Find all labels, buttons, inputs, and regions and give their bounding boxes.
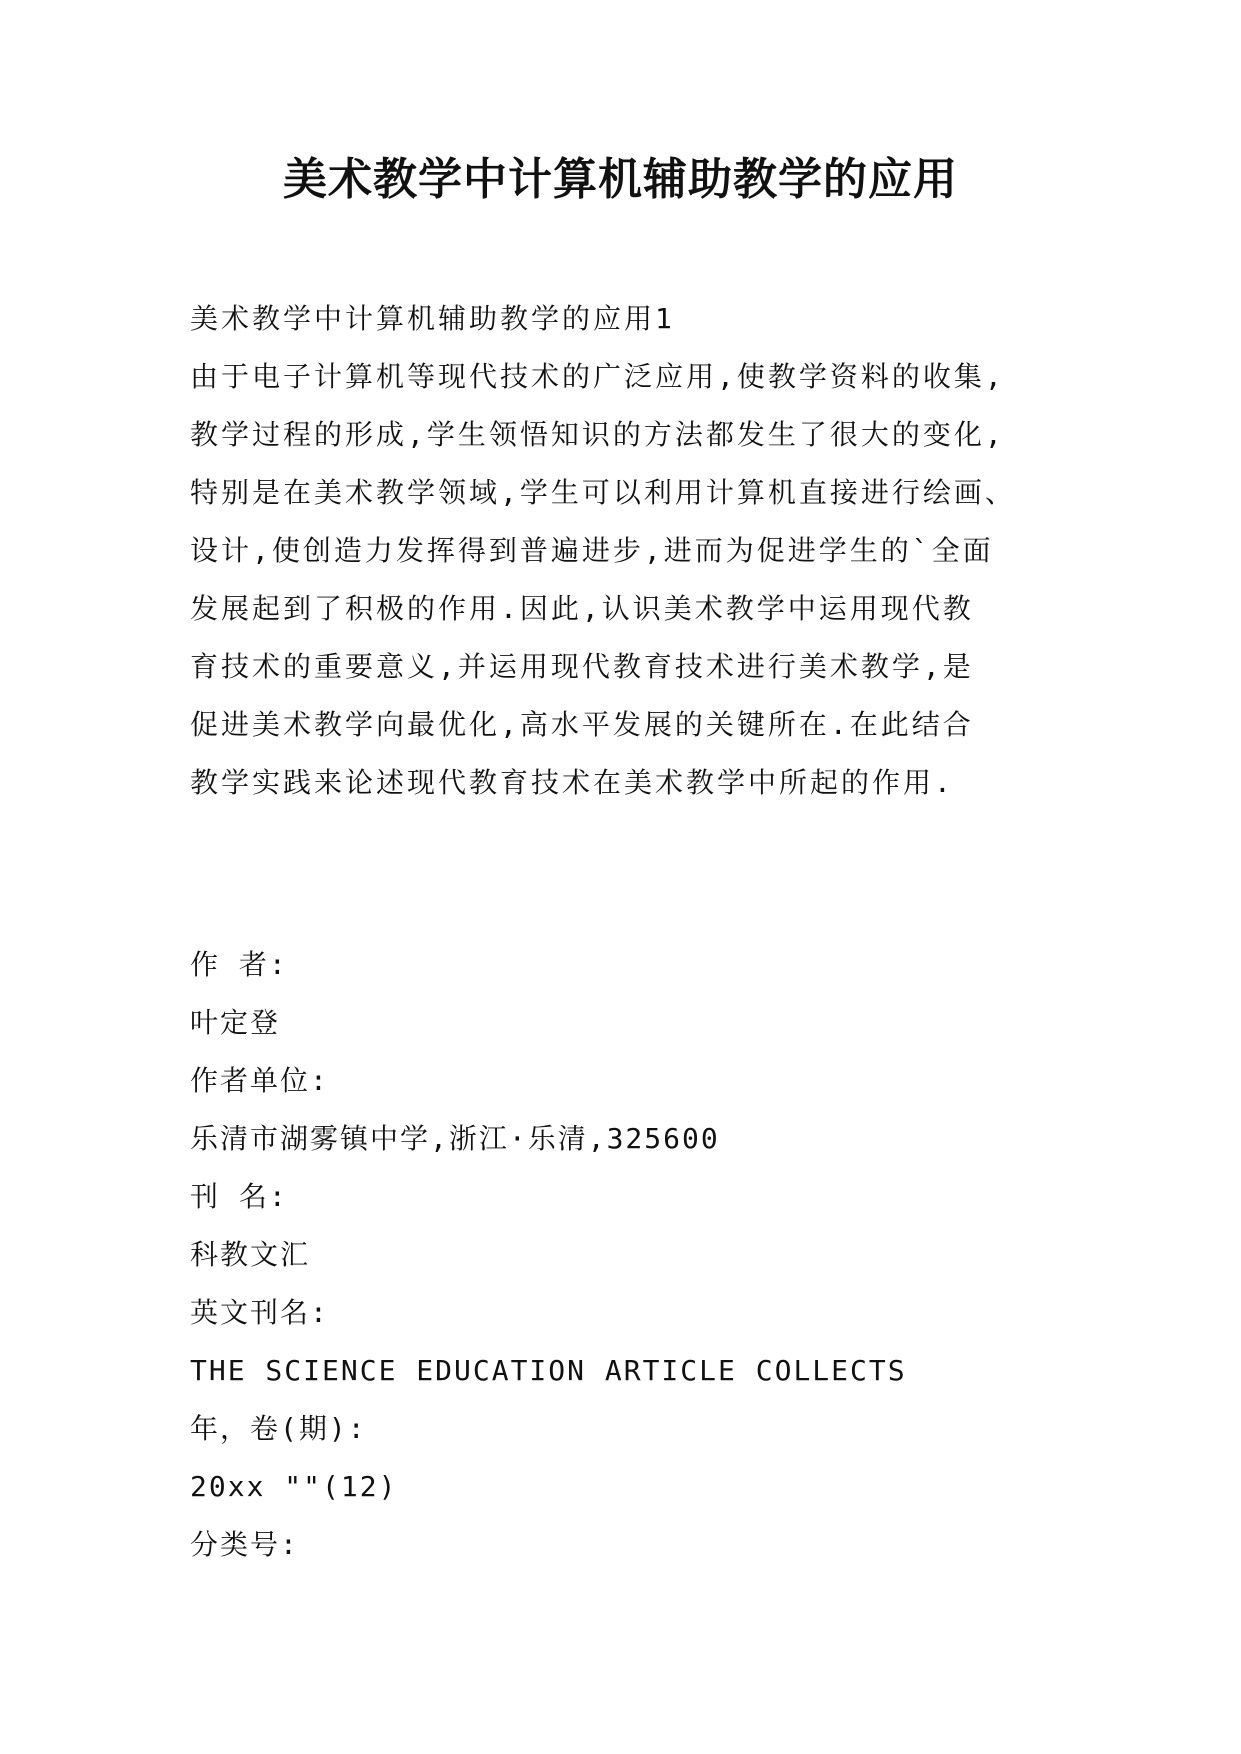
english-journal-value: THE SCIENCE EDUCATION ARTICLE COLLECTS: [190, 1354, 907, 1387]
paragraph-line: 由于电子计算机等现代技术的广泛应用,使教学资料的收集,: [190, 360, 1005, 393]
paragraph-line: 促进美术教学向最优化,高水平发展的关键所在.在此结合: [190, 708, 974, 741]
article-metadata: [190, 936, 1090, 1574]
english-journal-label: 英文刊名:: [190, 1296, 329, 1329]
article-subtitle: 美术教学中计算机辅助教学的应用1: [190, 302, 675, 335]
paragraph-line: 教学过程的形成,学生领悟知识的方法都发生了很大的变化,: [190, 418, 1005, 451]
affiliation-value: 乐清市湖雾镇中学,浙江·乐清,325600: [190, 1122, 720, 1155]
classification-label: 分类号:: [190, 1528, 299, 1561]
page-title: 美术教学中计算机辅助教学的应用: [283, 154, 958, 205]
paragraph-line: 发展起到了积极的作用.因此,认识美术教学中运用现代教: [190, 592, 974, 625]
abstract-paragraph: [190, 348, 1070, 812]
author-value: 叶定登: [190, 1006, 281, 1039]
year-volume-value: 20xx ""(12): [190, 1470, 398, 1503]
paragraph-line: 特别是在美术教学领域,学生可以利用计算机直接进行绘画、: [190, 476, 1016, 509]
year-volume-label: 年，卷(期):: [190, 1412, 367, 1445]
journal-value: 科教文汇: [190, 1238, 311, 1271]
paragraph-line: 设计,使创造力发挥得到普遍进步,进而为促进学生的`全面: [190, 534, 994, 567]
paragraph-line: 教学实践来论述现代教育技术在美术教学中所起的作用.: [190, 766, 954, 799]
paragraph-line: 育技术的重要意义,并运用现代教育技术进行美术教学,是: [190, 650, 974, 683]
author-label: 作 者:: [190, 948, 288, 981]
journal-label: 刊 名:: [190, 1180, 288, 1213]
affiliation-label: 作者单位:: [190, 1064, 329, 1097]
